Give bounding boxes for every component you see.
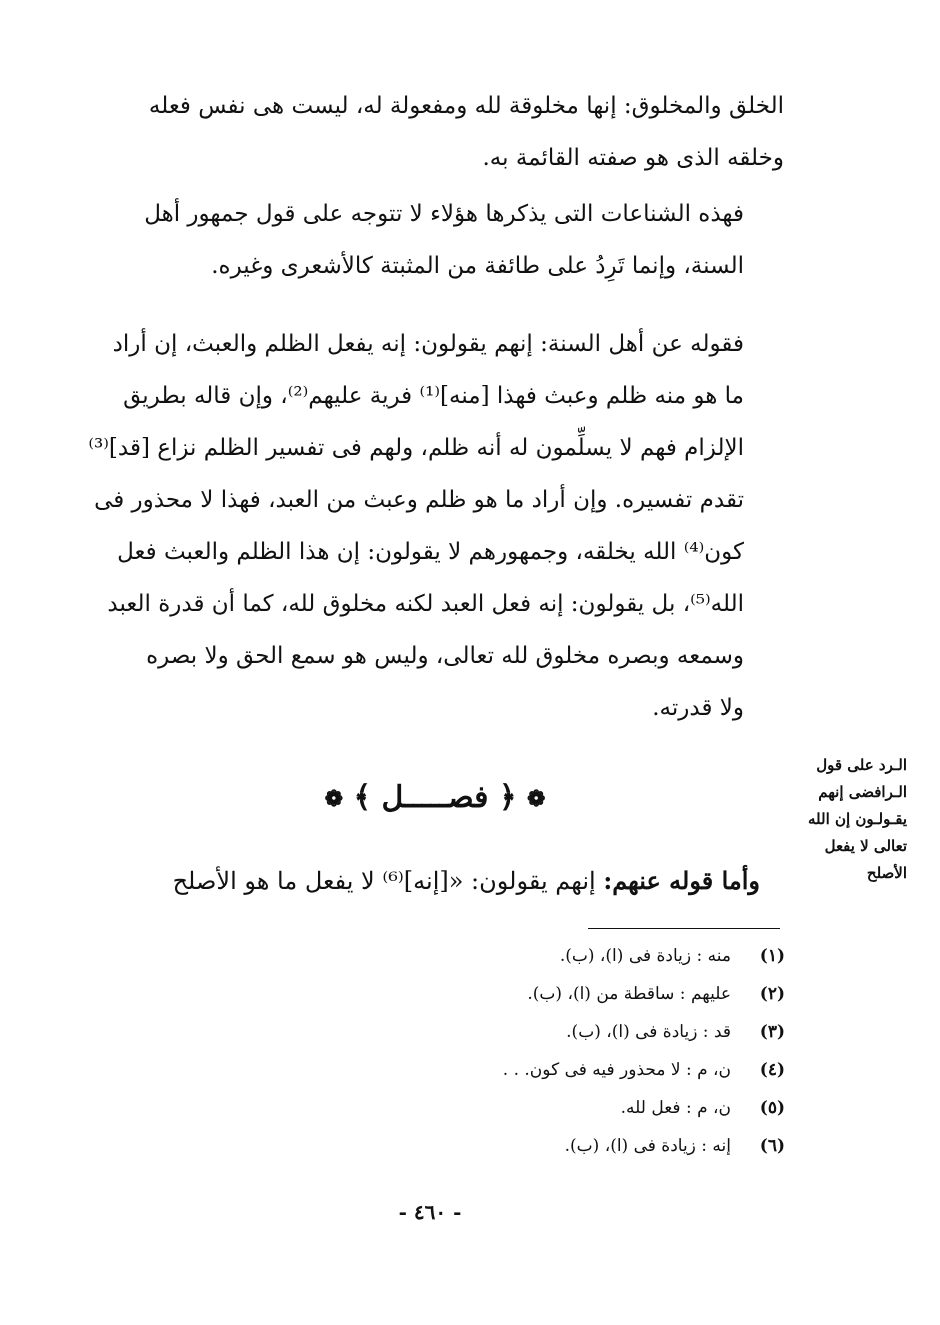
text-line: الخلق والمخلوق: إنها مخلوقة لله ومفعولة له، ليست هى نفس فعله: [148, 93, 784, 119]
text-line: الإلزام فهم لا يسلِّمون له أنه ظلم، ولهم فى تفسير الظلم نزاع [قد]⁽³⁾: [88, 435, 744, 461]
section-heading: [300, 768, 570, 829]
footnote-divider: [588, 928, 780, 929]
footnote: [420, 937, 785, 975]
footnote-number: (٦): [759, 1136, 785, 1156]
footnotes: [420, 937, 785, 1165]
footnote: [420, 1013, 785, 1051]
footnote-text: إنه : زيادة فى (ا)، (ب).: [564, 1136, 731, 1156]
footnote-text: ن، م : فعل لله.: [620, 1098, 731, 1118]
footnote-text: قد : زيادة فى (ا)، (ب).: [566, 1022, 731, 1042]
footnote-text: ن، م : لا محذور فيه فى كون. . .: [502, 1060, 731, 1080]
footnote: [420, 1127, 785, 1165]
text-line: تقدم تفسيره. وإن أراد ما هو ظلم وعبث من العبد، فهذا لا محذور فى: [94, 487, 744, 513]
footnote: [420, 1089, 785, 1127]
footnote: [420, 975, 785, 1013]
heading-bracket-close: ﴾: [353, 780, 372, 815]
margin-note-line: الأصلح: [866, 864, 907, 882]
text-line: فقوله عن أهل السنة: إنهم يقولون: إنه يفعل الظلم والعبث، إن أراد: [112, 331, 744, 357]
text-line: فهذه الشناعات التى يذكرها هؤلاء لا تتوجه على قول جمهور أهل: [144, 201, 744, 227]
margin-note-line: تعالى لا يفعل: [824, 837, 907, 855]
paragraph-2: [78, 188, 784, 292]
footnote-number: (٤): [759, 1060, 785, 1080]
page-number: - ٤٦٠ -: [398, 1200, 462, 1224]
lead-bold-phrase: وأما قوله عنهم:: [603, 866, 760, 895]
margin-note-line: يقـولـون إن الله: [807, 810, 907, 828]
footnote-text: عليهم : ساقطة من (ا)، (ب).: [527, 984, 731, 1004]
footnote: [420, 1051, 785, 1089]
heading-text: فصـــــل: [381, 780, 489, 815]
ornament-icon: ❁: [324, 786, 343, 812]
lead-text: إنهم يقولون: «[إنه]⁽⁶⁾ لا يفعل ما هو الأصلح: [172, 867, 596, 895]
text-line: الله⁽⁵⁾، بل يقولون: إنه فعل العبد لكنه مخلوق لله، كما أن قدرة العبد: [107, 591, 744, 617]
margin-note-line: الـرافضى إنهم: [818, 783, 907, 801]
footnote-number: (٥): [759, 1098, 785, 1118]
text-line: كون⁽⁴⁾ الله يخلقه، وجمهورهم لا يقولون: إن هذا الظلم والعبث فعل: [117, 539, 744, 565]
footnote-number: (٢): [759, 984, 785, 1004]
text-line: ما هو منه ظلم وعبث فهذا [منه]⁽¹⁾ فرية عليهم⁽²⁾، وإن قاله بطريق: [123, 383, 744, 409]
text-line: وسمعه وبصره مخلوق لله تعالى، وليس هو سمع الحق ولا بصره: [146, 643, 744, 669]
margin-note: [795, 752, 907, 887]
margin-note-line: الـرد على قول: [816, 756, 907, 774]
footnote-number: (١): [759, 946, 785, 966]
footnote-number: (٣): [759, 1022, 785, 1042]
section-lead-line: [80, 855, 760, 907]
paragraph-1: [78, 80, 784, 184]
text-line: وخلقه الذى هو صفته القائمة به.: [482, 145, 784, 171]
text-line: السنة، وإنما تَرِدُ على طائفة من المثبتة كالأشعرى وغيره.: [211, 253, 744, 279]
ornament-icon: ❁: [527, 786, 546, 812]
footnote-text: منه : زيادة فى (ا)، (ب).: [559, 946, 731, 966]
heading-bracket-open: ﴿: [498, 780, 517, 815]
paragraph-3: [78, 318, 784, 734]
text-line: ولا قدرته.: [652, 695, 744, 721]
